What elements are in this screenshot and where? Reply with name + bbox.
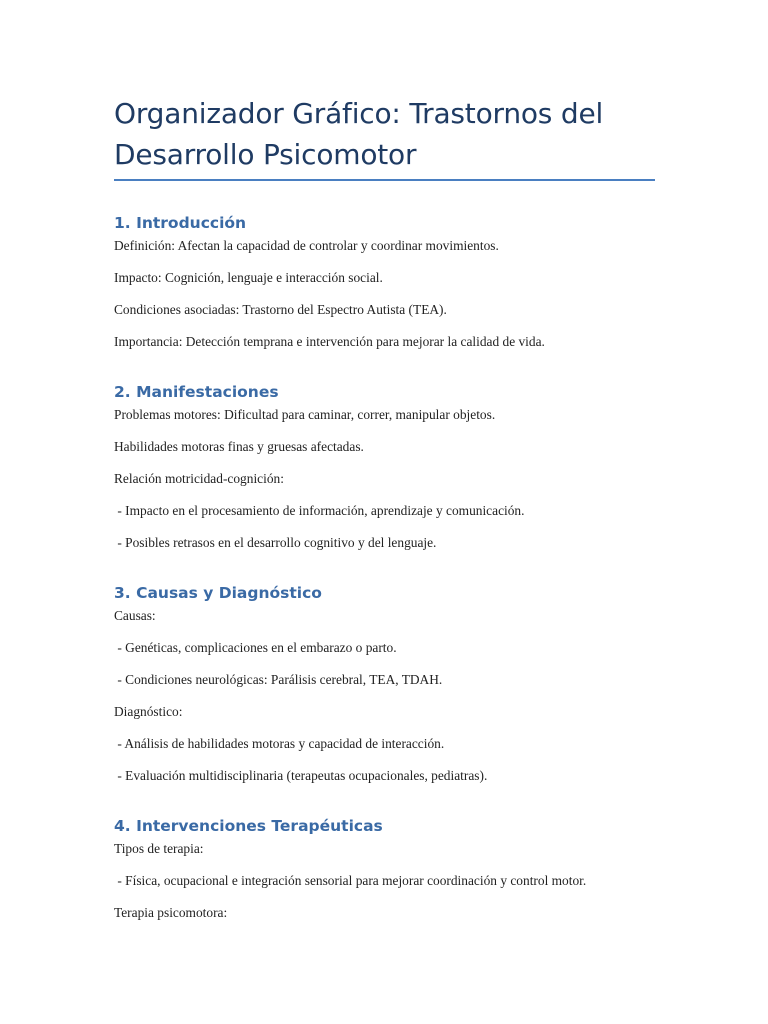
paragraph: Diagnóstico: (114, 704, 183, 719)
bullet-item: - Genéticas, complicaciones en el embarazo o parto. (114, 640, 397, 655)
bullet-item: - Análisis de habilidades motoras y capacidad de interacción. (114, 736, 445, 751)
section-intervenciones (114, 815, 654, 921)
section-heading: 3. Causas y Diagnóstico (114, 584, 322, 602)
paragraph: Importancia: Detección temprana e intervención para mejorar la calidad de vida. (114, 334, 545, 349)
bullet-item: - Impacto en el procesamiento de información, aprendizaje y comunicación. (114, 503, 525, 518)
section-manifestaciones (114, 381, 654, 551)
title-line-1: Organizador Gráfico: Trastornos del (114, 97, 604, 130)
document-content (114, 93, 654, 921)
paragraph: Definición: Afectan la capacidad de controlar y coordinar movimientos. (114, 238, 499, 253)
paragraph: Causas: (114, 608, 156, 623)
paragraph: Impacto: Cognición, lenguaje e interacción social. (114, 270, 383, 285)
title-underline (114, 179, 655, 181)
paragraph: Relación motricidad-cognición: (114, 471, 284, 486)
paragraph: Terapia psicomotora: (114, 905, 228, 920)
bullet-item: - Evaluación multidisciplinaria (terapeutas ocupacionales, pediatras). (114, 768, 488, 783)
document-title (114, 93, 654, 179)
section-introduccion (114, 212, 654, 350)
section-heading: 1. Introducción (114, 214, 247, 232)
paragraph: Tipos de terapia: (114, 841, 204, 856)
bullet-item: - Física, ocupacional e integración sensorial para mejorar coordinación y control motor. (114, 873, 587, 888)
paragraph: Habilidades motoras finas y gruesas afectadas. (114, 439, 364, 454)
section-causas-diagnostico (114, 582, 654, 784)
section-heading: 4. Intervenciones Terapéuticas (114, 817, 383, 835)
sections-container (114, 212, 654, 921)
paragraph: Condiciones asociadas: Trastorno del Espectro Autista (TEA). (114, 302, 447, 317)
paragraph: Problemas motores: Dificultad para caminar, correr, manipular objetos. (114, 407, 496, 422)
section-heading: 2. Manifestaciones (114, 383, 279, 401)
bullet-item: - Posibles retrasos en el desarrollo cognitivo y del lenguaje. (114, 535, 437, 550)
bullet-item: - Condiciones neurológicas: Parálisis cerebral, TEA, TDAH. (114, 672, 443, 687)
title-line-2: Desarrollo Psicomotor (114, 138, 417, 171)
